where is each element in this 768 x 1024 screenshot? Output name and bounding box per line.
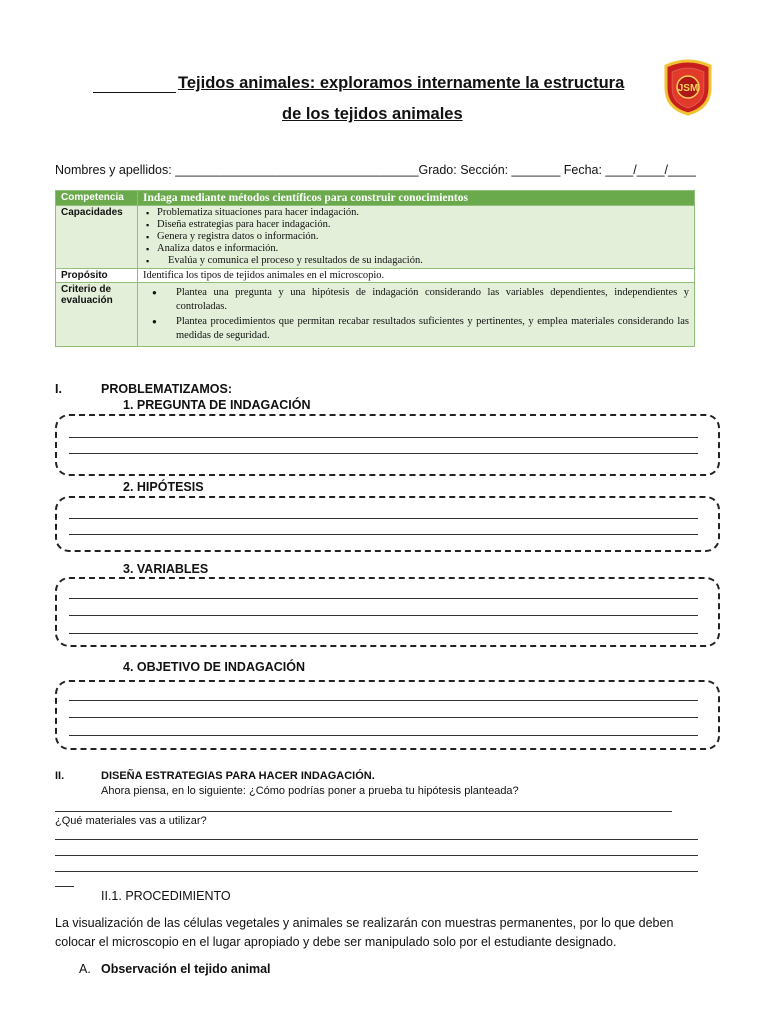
hipotesis-answer-box[interactable] bbox=[55, 496, 720, 552]
hipotesis-heading: 2. HIPÓTESIS bbox=[123, 480, 204, 494]
section2-prompt: Ahora piensa, en lo siguiente: ¿Cómo podrías poner a prueba tu hipótesis planteada? bbox=[101, 785, 519, 797]
section1-title: PROBLEMATIZAMOS: bbox=[101, 382, 233, 396]
subsection-title: Observación el tejido animal bbox=[101, 962, 271, 976]
procedimiento-paragraph: La visualización de las células vegetales y animales se realizarán con muestras permanentes, por lo que deben colocar el microscopio en el lugar apropiado y debe ser manipulado solo por el estudiante designado. bbox=[55, 916, 674, 949]
capacidad-item: ▪ Evalúa y comunica el proceso y resultados de su indagación. bbox=[157, 255, 689, 267]
school-logo bbox=[660, 58, 716, 116]
answer-line[interactable] bbox=[55, 811, 672, 812]
answer-line[interactable] bbox=[69, 633, 698, 634]
criterio-cell bbox=[138, 283, 695, 347]
objetivo-heading: 4. OBJETIVO DE INDAGACIÓN bbox=[123, 660, 305, 674]
title-rule bbox=[93, 92, 176, 93]
answer-line[interactable] bbox=[69, 735, 698, 736]
answer-line[interactable] bbox=[69, 453, 698, 454]
capacidades-row bbox=[56, 206, 695, 269]
answer-line[interactable] bbox=[69, 700, 698, 701]
objetivo-answer-box[interactable] bbox=[55, 680, 720, 750]
competency-table bbox=[55, 190, 695, 347]
section2-numeral: II. bbox=[55, 770, 65, 782]
capacidad-item: ▪ Diseña estrategias para hacer indagación. bbox=[157, 219, 689, 231]
answer-line[interactable] bbox=[55, 886, 74, 887]
logo-lettering: JSM bbox=[677, 83, 699, 94]
proposito-row bbox=[56, 269, 695, 283]
capacidad-item: ▪ Genera y registra datos o información. bbox=[157, 231, 689, 243]
capacidades-label: Capacidades bbox=[56, 206, 138, 269]
criterio-item: ● Plantea procedimientos que permitan recabar resultados suficientes y pertinentes, y emplea materiales considerando las medidas de seguridad. bbox=[176, 315, 689, 343]
answer-line[interactable] bbox=[55, 871, 698, 872]
criterio-row bbox=[56, 283, 695, 347]
competencia-row bbox=[56, 191, 695, 206]
proposito-label: Propósito bbox=[56, 269, 138, 283]
page-title-line2: de los tejidos animales bbox=[282, 105, 463, 123]
answer-line[interactable] bbox=[55, 839, 698, 840]
pregunta-heading: 1. PREGUNTA DE INDAGACIÓN bbox=[123, 398, 311, 412]
criterio-item: ● Plantea una pregunta y una hipótesis de indagación considerando las variables dependientes, independientes y controladas. bbox=[176, 286, 689, 314]
subsection-letter: A. bbox=[79, 962, 91, 976]
competencia-text: Indaga mediante métodos científicos para construir conocimientos bbox=[138, 191, 695, 206]
criterio-label: Criterio de evaluación bbox=[56, 283, 138, 347]
capacidad-item: ▪ Analiza datos e información. bbox=[157, 243, 689, 255]
section1-numeral: I. bbox=[55, 382, 62, 396]
answer-line[interactable] bbox=[69, 717, 698, 718]
proposito-text: Identifica los tipos de tejidos animales en el microscopio. bbox=[138, 269, 695, 283]
variables-heading: 3. VARIABLES bbox=[123, 562, 209, 576]
procedimiento-heading: II.1. PROCEDIMIENTO bbox=[101, 889, 231, 903]
competencia-label: Competencia bbox=[56, 191, 138, 206]
student-info-line[interactable]: Nombres y apellidos: ___________________________________Grado: Sección: _______ Fecha: ____/____/____ bbox=[55, 163, 696, 177]
materials-question: ¿Qué materiales vas a utilizar? bbox=[55, 815, 207, 827]
pregunta-answer-box[interactable] bbox=[55, 414, 720, 476]
section2-title: DISEÑA ESTRATEGIAS PARA HACER INDAGACIÓN. bbox=[101, 770, 375, 782]
variables-answer-box[interactable] bbox=[55, 577, 720, 647]
answer-line[interactable] bbox=[69, 518, 698, 519]
page-title-line1: Tejidos animales: exploramos internamente la estructura bbox=[178, 74, 625, 92]
answer-line[interactable] bbox=[69, 534, 698, 535]
capacidad-item: ▪ Problematiza situaciones para hacer indagación. bbox=[157, 207, 689, 219]
answer-line[interactable] bbox=[69, 437, 698, 438]
answer-line[interactable] bbox=[69, 615, 698, 616]
answer-line[interactable] bbox=[69, 598, 698, 599]
capacidades-cell bbox=[138, 206, 695, 269]
answer-line[interactable] bbox=[55, 855, 698, 856]
